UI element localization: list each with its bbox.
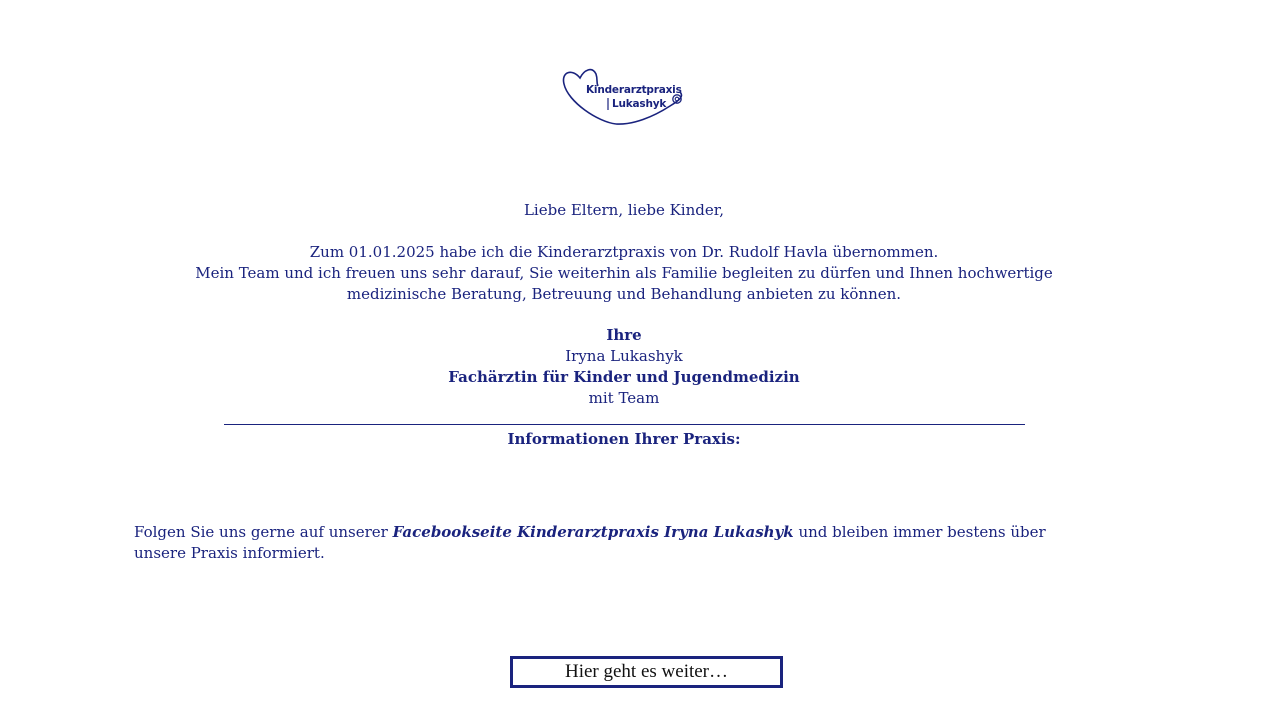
- intro-line-2: Mein Team und ich freuen uns sehr darauf, Sie weiterhin als Familie begleiten zu dürfen und Ihnen hochwertige: [195, 264, 1053, 282]
- logo-text-line1: Kinderarztpraxis: [586, 84, 682, 96]
- continue-button[interactable]: Hier geht es weiter…: [510, 656, 783, 688]
- follow-text-line2: unsere Praxis informiert.: [134, 544, 325, 562]
- logo-text-line2: Lukashyk: [612, 98, 667, 110]
- divider: [224, 424, 1025, 425]
- greeting: Liebe Eltern, liebe Kinder,: [523, 201, 725, 219]
- facebook-link[interactable]: Facebookseite Kinderarztpraxis Iryna Lukashyk: [392, 523, 794, 541]
- intro-line-1: Zum 01.01.2025 habe ich die Kinderarztpraxis von Dr. Rudolf Havla übernommen.: [309, 243, 939, 261]
- follow-text: [134, 522, 1074, 564]
- practice-logo: [558, 62, 690, 128]
- intro-line-3: medizinische Beratung, Betreuung und Behandlung anbieten zu können.: [346, 285, 902, 303]
- signature-block: [140, 325, 1108, 409]
- signature-salutation: Ihre: [606, 326, 642, 344]
- info-heading: Informationen Ihrer Praxis:: [507, 430, 741, 448]
- follow-text-after: und bleiben immer bestens über: [793, 523, 1046, 541]
- follow-text-before: Folgen Sie uns gerne auf unserer: [134, 523, 393, 541]
- intro-text: [140, 242, 1108, 305]
- signature-name: Iryna Lukashyk: [565, 347, 683, 365]
- signature-title: Fachärztin für Kinder und Jugendmedizin: [448, 368, 800, 386]
- signature-team: mit Team: [588, 389, 660, 407]
